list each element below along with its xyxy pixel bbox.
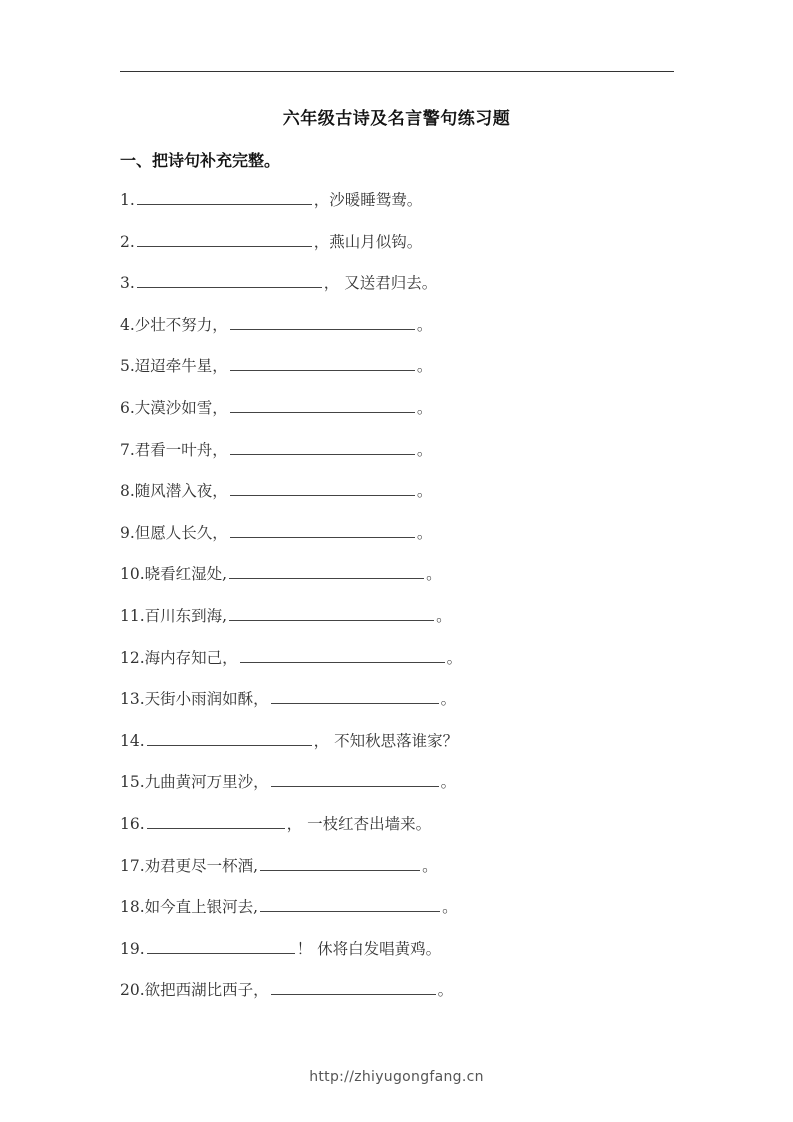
item-number: 6. [120, 398, 135, 417]
answer-blank[interactable] [230, 312, 415, 330]
answer-blank[interactable] [229, 603, 434, 621]
item-number: 1. [120, 191, 135, 209]
answer-blank[interactable] [271, 686, 439, 704]
item-text-before: 迢迢牵牛星， [134, 357, 228, 376]
answer-blank[interactable] [147, 811, 285, 829]
answer-blank[interactable] [260, 894, 440, 912]
item-text-after: 。 [440, 773, 457, 792]
exercise-item [120, 436, 680, 478]
answer-blank[interactable] [137, 187, 312, 205]
exercise-item [120, 935, 680, 977]
item-text-after: ， 又送君归去。 [323, 274, 438, 293]
item-number: 11. [120, 606, 145, 625]
item-number: 4. [120, 315, 135, 334]
exercise-item [120, 852, 680, 894]
answer-blank[interactable] [230, 520, 415, 538]
item-text-after: 。 [416, 440, 433, 459]
exercise-item [120, 810, 680, 852]
item-text-before: 天街小雨润如酥， [144, 690, 269, 709]
answer-blank[interactable] [230, 478, 415, 496]
item-text-after: ，沙暖睡鸳鸯。 [313, 191, 423, 209]
item-text-before: 少壮不努力， [134, 315, 228, 334]
item-number: 16. [120, 814, 145, 833]
answer-blank[interactable] [230, 437, 415, 455]
item-text-after: ！ 休将白发唱黄鸡。 [296, 939, 442, 958]
answer-blank[interactable] [271, 769, 439, 787]
item-number: 14. [120, 731, 145, 750]
exercise-item [120, 186, 680, 228]
exercise-item [120, 228, 680, 270]
exercise-list [120, 186, 680, 1018]
item-text-after: 。 [426, 565, 442, 584]
exercise-item [120, 685, 680, 727]
answer-blank[interactable] [147, 936, 295, 954]
answer-blank[interactable] [230, 395, 415, 413]
item-number: 17. [120, 856, 145, 875]
exercise-item [120, 893, 680, 935]
answer-blank[interactable] [230, 353, 415, 371]
footer-url[interactable]: http://zhiyugongfang.cn [309, 1069, 484, 1085]
item-number: 3. [120, 274, 135, 293]
answer-blank[interactable] [271, 977, 436, 995]
exercise-item [120, 394, 680, 436]
item-text-before: 九曲黄河万里沙， [144, 773, 269, 792]
item-number: 9. [120, 523, 135, 542]
exercise-item [120, 976, 680, 1018]
item-text-after: 。 [416, 398, 433, 417]
exercise-item [120, 727, 680, 769]
item-text-before: 百川东到海, [144, 606, 228, 625]
item-number: 12. [120, 648, 145, 667]
item-text-before: 君看一叶舟， [134, 440, 228, 459]
item-number: 8. [120, 482, 135, 501]
exercise-item [120, 768, 680, 810]
item-text-after: 。 [422, 856, 438, 875]
exercise-item [120, 519, 680, 561]
answer-blank[interactable] [229, 561, 424, 579]
answer-blank[interactable] [147, 728, 312, 746]
item-number: 20. [120, 981, 145, 1000]
item-text-after: ，燕山月似钩。 [313, 232, 423, 251]
item-text-before: 大漠沙如雪， [134, 398, 228, 417]
item-number: 2. [120, 232, 135, 251]
page-title: 六年级古诗及名言警句练习题 [282, 109, 511, 129]
answer-blank[interactable] [240, 645, 445, 663]
exercise-item [120, 560, 680, 602]
item-number: 18. [120, 898, 145, 917]
item-text-before: 欲把西湖比西子， [144, 981, 269, 1000]
item-text-after: 。 [416, 523, 433, 542]
item-text-after: ， 一枝红杏出墙来。 [286, 814, 432, 833]
item-text-before: 随风潜入夜， [134, 482, 228, 501]
item-number: 5. [120, 357, 135, 376]
item-number: 15. [120, 773, 145, 792]
item-text-after: 。 [437, 981, 454, 1000]
answer-blank[interactable] [260, 853, 420, 871]
exercise-item [120, 602, 680, 644]
exercise-item [120, 644, 680, 686]
item-text-after: 。 [440, 690, 457, 709]
item-text-before: 晓看红湿处, [144, 565, 228, 584]
answer-blank[interactable] [137, 229, 312, 247]
section-heading: 一、把诗句补充完整。 [120, 151, 281, 170]
exercise-item [120, 311, 680, 353]
item-number: 13. [120, 690, 145, 709]
item-text-before: 但愿人长久， [134, 523, 228, 542]
item-text-after: ， 不知秋思落谁家？ [313, 731, 459, 750]
item-text-after: 。 [442, 898, 458, 917]
item-text-before: 如今直上银河去, [144, 898, 259, 917]
item-number: 7. [120, 440, 135, 459]
item-number: 19. [120, 939, 145, 958]
item-text-before: 劝君更尽一杯酒, [144, 856, 259, 875]
item-text-after: 。 [446, 648, 463, 667]
item-text-after: 。 [436, 606, 452, 625]
header-rule [120, 71, 674, 72]
item-text-before: 海内存知己， [144, 648, 238, 667]
item-text-after: 。 [416, 482, 433, 501]
item-text-after: 。 [416, 315, 433, 334]
item-text-after: 。 [416, 357, 433, 376]
exercise-item [120, 477, 680, 519]
item-number: 10. [120, 565, 145, 584]
exercise-item [120, 352, 680, 394]
exercise-item [120, 269, 680, 311]
answer-blank[interactable] [137, 270, 322, 288]
